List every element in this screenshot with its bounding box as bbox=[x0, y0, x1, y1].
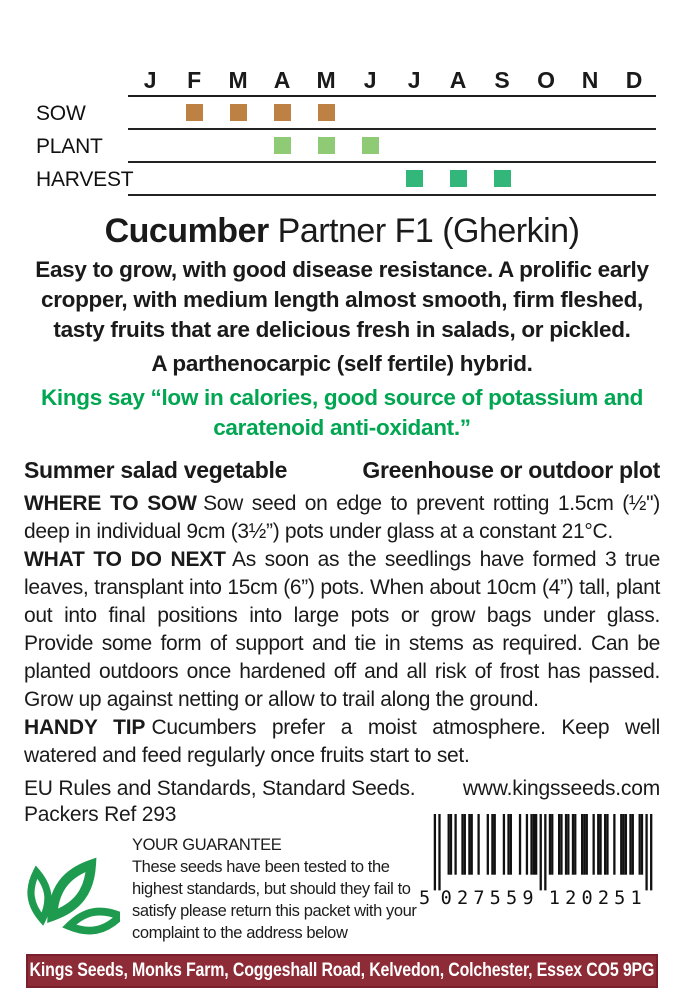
paragraph-label: HANDY TIP bbox=[24, 716, 146, 739]
barcode-bar bbox=[574, 814, 576, 875]
barcode-svg bbox=[418, 814, 660, 908]
barcode-bar bbox=[535, 814, 537, 875]
calendar-cell bbox=[568, 163, 612, 194]
barcode-bar bbox=[477, 814, 479, 875]
barcode-bar bbox=[599, 814, 601, 875]
barcode-bar bbox=[558, 814, 560, 875]
month-label: O bbox=[537, 67, 555, 93]
barcode-bar bbox=[613, 814, 615, 875]
guarantee-block bbox=[132, 834, 418, 944]
barcode-bar bbox=[604, 814, 606, 875]
category-headings bbox=[24, 457, 660, 484]
calendar-cell bbox=[524, 97, 568, 128]
calendar-cell bbox=[216, 163, 260, 194]
calendar-cell bbox=[392, 163, 436, 194]
month-label: S bbox=[494, 67, 510, 93]
barcode-bar bbox=[526, 814, 528, 875]
calendar-cell bbox=[436, 130, 480, 161]
calendar-cell bbox=[612, 130, 656, 161]
barcode-bar bbox=[549, 814, 551, 875]
calendar-cell bbox=[304, 97, 348, 128]
calendar-cell bbox=[304, 163, 348, 194]
month-label: M bbox=[228, 67, 248, 93]
calendar-header-spacer bbox=[36, 58, 128, 97]
regulatory-row bbox=[24, 776, 660, 802]
barcode-bar bbox=[639, 814, 641, 875]
calendar-cell bbox=[172, 97, 216, 128]
barcode-bar bbox=[622, 814, 624, 875]
activity-square bbox=[318, 137, 335, 154]
activity-square bbox=[186, 104, 203, 121]
barcode-bar bbox=[544, 814, 546, 890]
calendar-cell bbox=[480, 163, 524, 194]
category-left: Summer salad vegetable bbox=[24, 457, 288, 483]
month-label: J bbox=[407, 67, 421, 93]
barcode-bar bbox=[645, 814, 647, 890]
barcode-bar bbox=[468, 814, 470, 875]
kings-leaf-logo bbox=[24, 840, 120, 942]
barcode-bar bbox=[565, 814, 567, 875]
activity-square bbox=[318, 104, 335, 121]
barcode-bar bbox=[551, 814, 553, 875]
barcode-bar bbox=[450, 814, 452, 875]
month-label: J bbox=[363, 67, 377, 93]
calendar-header bbox=[36, 58, 656, 97]
calendar-row-track bbox=[128, 163, 656, 196]
barcode bbox=[418, 814, 660, 913]
activity-square bbox=[362, 137, 379, 154]
calendar-cell bbox=[128, 130, 172, 161]
barcode-bar bbox=[593, 814, 595, 875]
barcode-bar bbox=[540, 814, 542, 890]
page-title bbox=[20, 212, 664, 251]
barcode-bar bbox=[597, 814, 599, 875]
barcode-bar bbox=[581, 814, 583, 875]
calendar-cell bbox=[348, 163, 392, 194]
sowing-calendar bbox=[36, 58, 656, 196]
barcode-bar bbox=[503, 814, 505, 875]
description-sub: A parthenocarpic (self fertile) hybrid. bbox=[151, 351, 533, 376]
paragraph-text: Cucumbers prefer a moist atmosphere. Keep well watered and feed regularly once fruits start to set. bbox=[24, 716, 660, 767]
barcode-bar bbox=[583, 814, 585, 875]
calendar-cell bbox=[392, 130, 436, 161]
activity-square bbox=[494, 170, 511, 187]
packers-ref: Packers Ref 293 bbox=[24, 803, 177, 826]
month-label: A bbox=[273, 67, 291, 93]
calendar-cell bbox=[568, 97, 612, 128]
calendar-cell bbox=[260, 130, 304, 161]
activity-square bbox=[274, 137, 291, 154]
calendar-cell bbox=[436, 163, 480, 194]
paragraph-label: WHAT TO DO NEXT bbox=[24, 548, 226, 571]
calendar-cell bbox=[392, 97, 436, 128]
paragraph-text: As soon as the seedlings have formed 3 true leaves, transplant into 15cm (6”) pots. When about 10cm (4”) tall, plant out into final positions into large pots or grow bags under glass. Provide some form of support and tie in stems as required. Can be planted outdoors once hardened off and all risk of frost has passed. Grow up against netting or allow to trail along the ground. bbox=[24, 548, 661, 711]
calendar-cell bbox=[436, 97, 480, 128]
paragraph-where-to-sow bbox=[24, 490, 660, 546]
calendar-cell bbox=[612, 163, 656, 194]
barcode-digits: 027559 bbox=[440, 888, 534, 908]
calendar-row-track bbox=[128, 97, 656, 130]
address-bar bbox=[26, 954, 658, 988]
barcode-bar bbox=[533, 814, 535, 875]
paragraph-what-to-do-next bbox=[24, 546, 660, 714]
activity-square bbox=[274, 104, 291, 121]
calendar-cell bbox=[128, 97, 172, 128]
activity-square bbox=[230, 104, 247, 121]
barcode-bar bbox=[586, 814, 588, 875]
barcode-bar bbox=[620, 814, 622, 875]
month-label: D bbox=[625, 67, 643, 93]
paragraph-text: Sow seed on edge to prevent rotting 1.5cm (½") deep in individual 9cm (3½”) pots under glass at a constant 21°C. bbox=[24, 492, 660, 543]
barcode-bar bbox=[434, 814, 436, 890]
barcode-digits: 120251 bbox=[548, 888, 642, 908]
calendar-row-sow bbox=[36, 97, 656, 130]
barcode-bar bbox=[464, 814, 466, 875]
barcode-bar bbox=[438, 814, 440, 890]
calendar-cell bbox=[128, 163, 172, 194]
website-url: www.kingsseeds.com bbox=[462, 777, 660, 800]
barcode-bar bbox=[448, 814, 450, 875]
kings-say-quote: Kings say “low in calories, good source of potassium and caratenoid anti-oxidant.” bbox=[40, 385, 644, 440]
calendar-cell bbox=[348, 130, 392, 161]
calendar-cell bbox=[172, 130, 216, 161]
calendar-row-plant bbox=[36, 130, 656, 163]
activity-square bbox=[406, 170, 423, 187]
instructions bbox=[24, 490, 660, 770]
leaf-top bbox=[46, 865, 97, 916]
eu-rules-text: EU Rules and Standards, Standard Seeds. bbox=[24, 777, 416, 800]
calendar-cell bbox=[216, 97, 260, 128]
guarantee-title: YOUR GUARANTEE bbox=[132, 836, 282, 854]
month-label: A bbox=[449, 67, 467, 93]
barcode-bar bbox=[567, 814, 569, 875]
calendar-cell bbox=[612, 97, 656, 128]
calendar-row-label: HARVEST bbox=[36, 167, 134, 191]
calendar-cell bbox=[480, 97, 524, 128]
barcode-bar bbox=[560, 814, 562, 875]
calendar-cell bbox=[172, 163, 216, 194]
bottom-row bbox=[24, 834, 660, 944]
address-text: Kings Seeds, Monks Farm, Coggeshall Road, Kelvedon, Colchester, Essex CO5 9PG bbox=[29, 960, 655, 981]
barcode-bar bbox=[632, 814, 634, 875]
barcode-bar bbox=[487, 814, 489, 875]
calendar-months-track bbox=[128, 58, 656, 97]
variety-name: Cucumber bbox=[104, 212, 269, 250]
month-label: M bbox=[316, 67, 336, 93]
barcode-bar bbox=[625, 814, 627, 875]
barcode-bar bbox=[461, 814, 463, 875]
barcode-bar bbox=[510, 814, 512, 875]
calendar-cell bbox=[260, 163, 304, 194]
calendar-cell bbox=[304, 130, 348, 161]
barcode-digits: 5 bbox=[419, 888, 431, 908]
barcode-bar bbox=[519, 814, 521, 875]
calendar-cell bbox=[348, 97, 392, 128]
calendar-cell bbox=[480, 130, 524, 161]
calendar-cell bbox=[524, 163, 568, 194]
category-right: Greenhouse or outdoor plot bbox=[362, 457, 660, 483]
month-label: J bbox=[143, 67, 157, 93]
barcode-bar bbox=[629, 814, 631, 875]
description-main: Easy to grow, with good disease resistance. A prolific early cropper, with medium length almost smooth, firm fleshed, tasty fruits that are delicious fresh in salads, or pickled. bbox=[35, 257, 649, 342]
paragraph-label: WHERE TO SOW bbox=[24, 492, 197, 515]
cultivar-name: Partner F1 (Gherkin) bbox=[268, 212, 580, 250]
calendar-cell bbox=[568, 130, 612, 161]
barcode-bar bbox=[454, 814, 456, 875]
barcode-bar bbox=[606, 814, 608, 875]
barcode-bar bbox=[494, 814, 496, 875]
calendar-row-track bbox=[128, 130, 656, 163]
calendar-row-label: SOW bbox=[36, 101, 86, 125]
calendar-row-label: PLANT bbox=[36, 134, 103, 158]
barcode-bar bbox=[471, 814, 473, 875]
calendar-cell bbox=[524, 130, 568, 161]
barcode-bar bbox=[572, 814, 574, 875]
month-label: N bbox=[581, 67, 599, 93]
calendar-cell bbox=[216, 130, 260, 161]
month-label: F bbox=[187, 67, 201, 93]
activity-square bbox=[450, 170, 467, 187]
barcode-bar bbox=[650, 814, 652, 890]
calendar-rows bbox=[36, 97, 656, 196]
calendar-cell bbox=[260, 97, 304, 128]
barcode-bar bbox=[507, 814, 509, 875]
guarantee-text: These seeds have been tested to the highest standards, but should they fail to satisfy please return this packet with your complaint to the address below bbox=[132, 858, 417, 942]
paragraph-handy-tip bbox=[24, 714, 660, 770]
barcode-bar bbox=[641, 814, 643, 875]
barcode-bar bbox=[530, 814, 532, 875]
calendar-row-harvest bbox=[36, 163, 656, 196]
barcode-bar bbox=[491, 814, 493, 875]
